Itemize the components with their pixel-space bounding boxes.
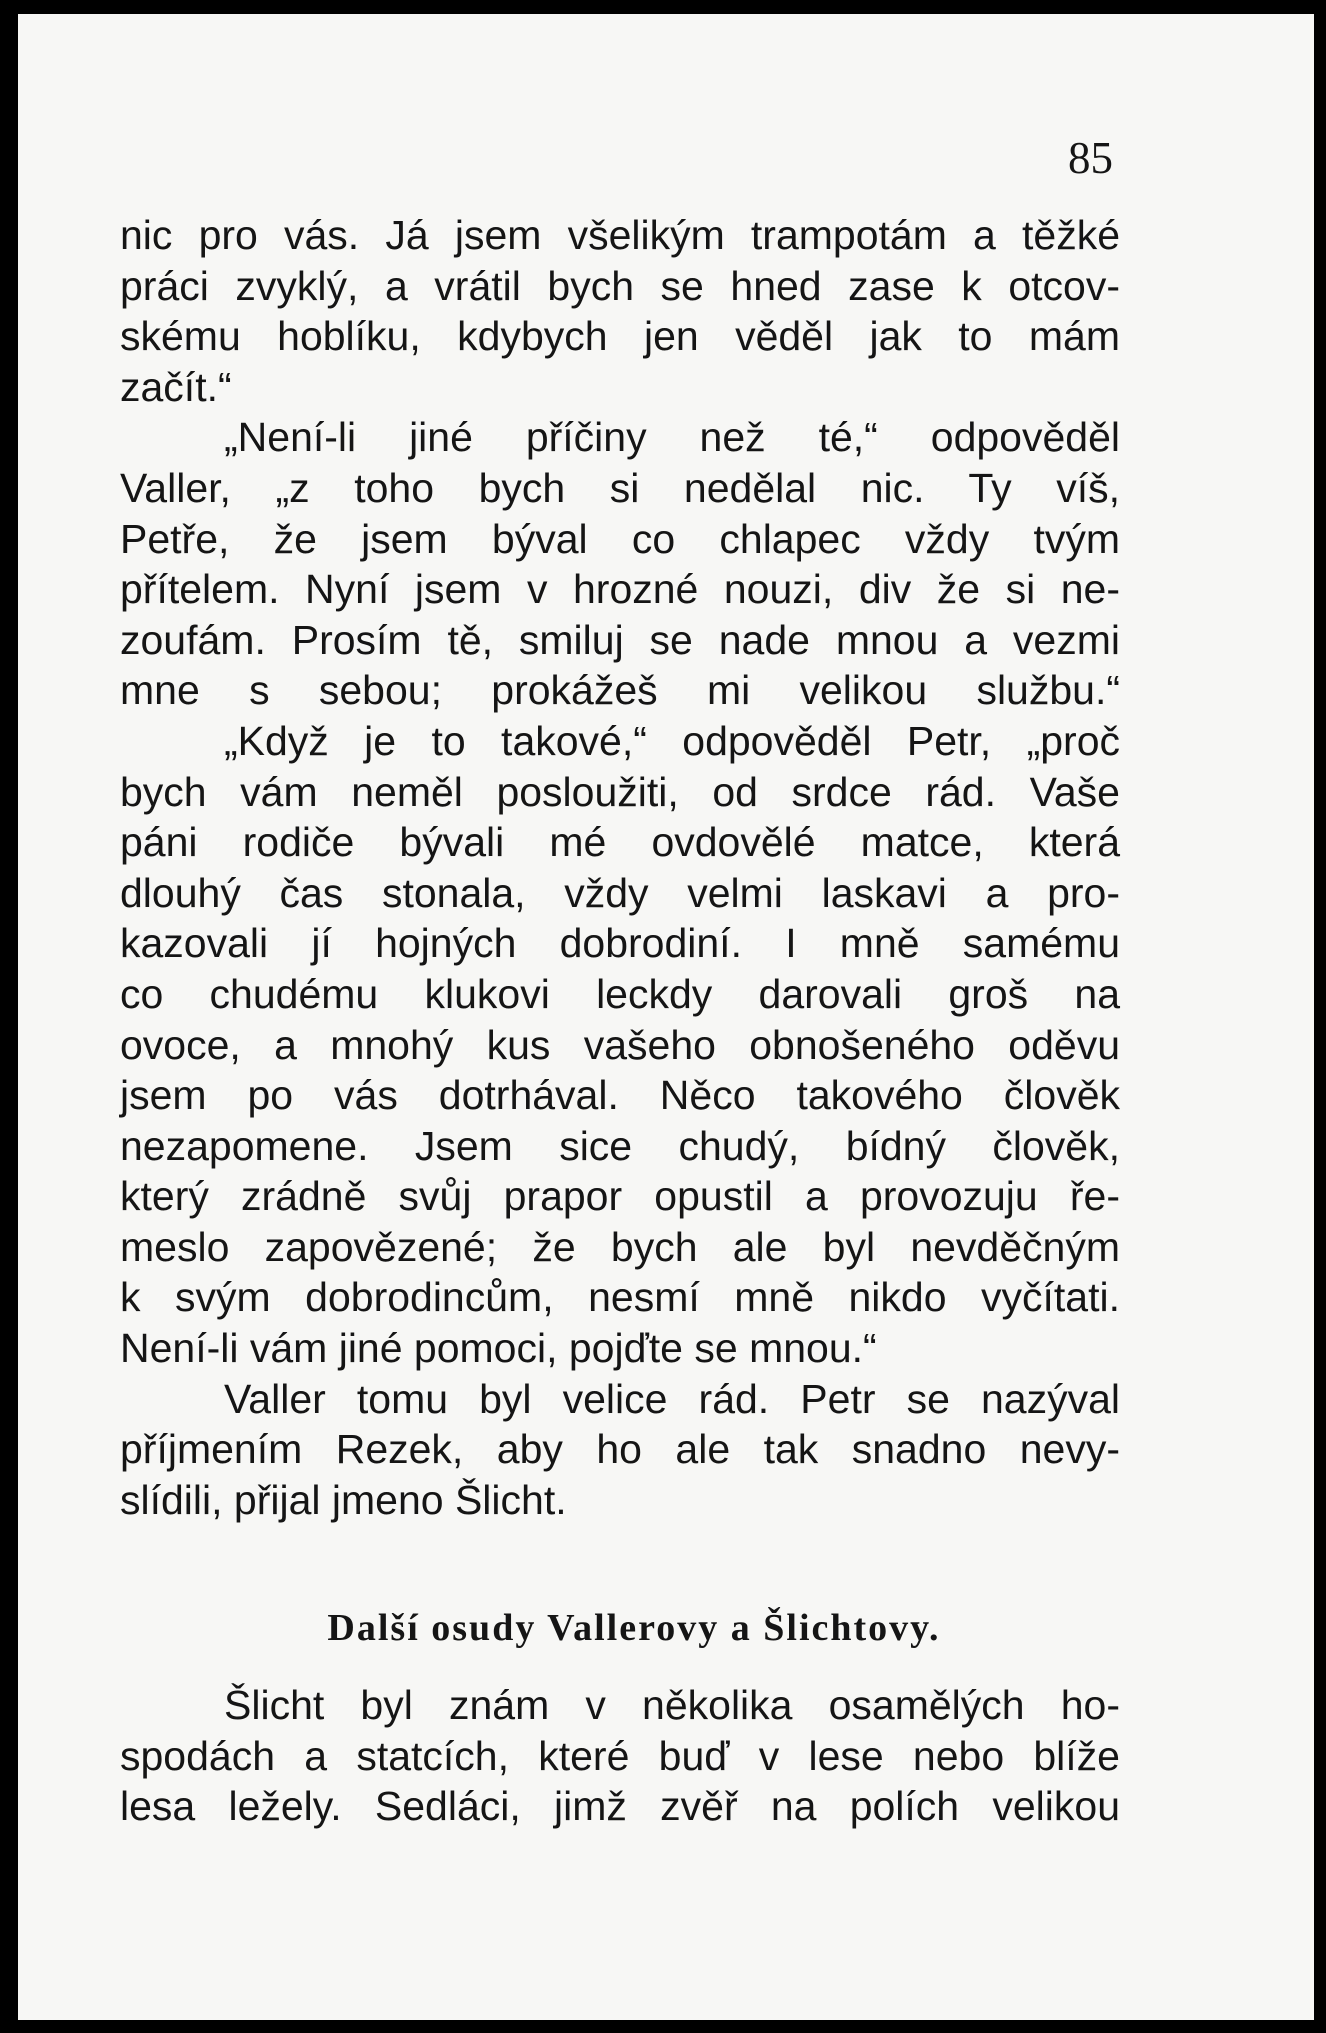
- text-line: Valler tomu byl velice rád. Petr se nazýval: [224, 1375, 1120, 1422]
- text-line: který zrádně svůj prapor opustil a provozuju ře-: [120, 1173, 1120, 1220]
- text-line: příjmením Rezek, aby ho ale tak snadno nevy-: [120, 1426, 1120, 1473]
- text-line: meslo zapovězené; že bych ale byl nevděčným: [120, 1223, 1120, 1270]
- text-line: ovoce, a mnohý kus vašeho obnošeného oděvu: [120, 1021, 1120, 1068]
- text-line: práci zvyklý, a vrátil bych se hned zase k otcov-: [120, 262, 1120, 309]
- page-number: 85: [1068, 133, 1113, 183]
- text-line: Petře, že jsem býval co chlapec vždy tvým: [120, 515, 1120, 562]
- text-line: slídili, přijal jmeno Šlicht.: [120, 1476, 567, 1523]
- text-line: lesa ležely. Sedláci, jimž zvěř na polích velikou: [120, 1783, 1120, 1830]
- text-line: spodách a statcích, které buď v lese nebo blíže: [120, 1732, 1120, 1779]
- text-line: zoufám. Prosím tě, smiluj se nade mnou a vezmi: [120, 616, 1120, 663]
- text-line: dlouhý čas stonala, vždy velmi laskavi a pro-: [120, 869, 1120, 916]
- main-text: [120, 210, 1120, 1525]
- text-line: Není-li vám jiné pomoci, pojďte se mnou.“: [120, 1325, 877, 1372]
- section-text: [120, 1680, 1120, 1832]
- text-line: nic pro vás. Já jsem všelikým trampotám a těžké: [120, 212, 1120, 258]
- text-line: přítelem. Nyní jsem v hrozné nouzi, div že si ne-: [120, 566, 1120, 613]
- text-line: „Není-li jiné příčiny než té,“ odpověděl: [224, 414, 1120, 461]
- text-line: Valler, „z toho bych si nedělal nic. Ty víš,: [120, 464, 1120, 511]
- text-line: nezapomene. Jsem sice chudý, bídný člověk,: [120, 1122, 1120, 1169]
- text-line: bych vám neměl posloužiti, od srdce rád. Vaše: [120, 768, 1120, 815]
- section-heading: Další osudy Vallerovy a Šlichtovy.: [327, 1607, 941, 1649]
- text-line: páni rodiče bývali mé ovdovělé matce, která: [120, 819, 1120, 866]
- text-line: k svým dobrodincům, nesmí mně nikdo vyčítati.: [120, 1274, 1120, 1321]
- text-line: začít.“: [120, 363, 232, 410]
- book-page: [18, 14, 1314, 2020]
- text-line: jsem po vás dotrhával. Něco takového člověk: [120, 1072, 1120, 1119]
- text-line: kazovali jí hojných dobrodiní. I mně samému: [120, 920, 1120, 967]
- text-line: Šlicht byl znám v několika osamělých ho-: [224, 1682, 1120, 1728]
- text-line: skému hoblíku, kdybych jen věděl jak to mám: [120, 313, 1120, 360]
- text-line: „Když je to takové,“ odpověděl Petr, „proč: [224, 717, 1120, 764]
- text-line: mne s sebou; prokážeš mi velikou službu.“: [120, 667, 1120, 714]
- text-line: co chudému klukovi leckdy darovali groš na: [120, 970, 1120, 1017]
